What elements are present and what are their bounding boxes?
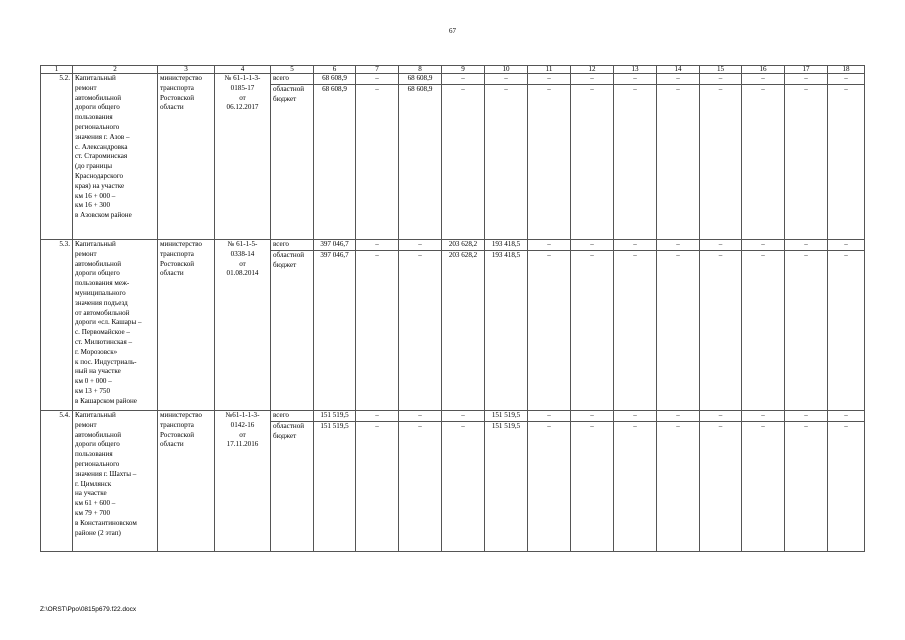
amount-cell: 397 046,7	[314, 251, 356, 411]
amount-cell: 203 628,2	[442, 251, 485, 411]
page-number: 67	[449, 27, 456, 35]
amount-cell: –	[528, 85, 571, 240]
amount-cell: –	[657, 422, 700, 552]
column-number: 15	[700, 66, 742, 74]
amount-cell: –	[571, 422, 614, 552]
amount-cell: –	[700, 240, 742, 251]
funding-source: областной бюджет	[271, 85, 314, 240]
amount-cell: –	[785, 411, 828, 422]
amount-cell: –	[571, 251, 614, 411]
amount-cell: –	[657, 251, 700, 411]
funding-source: всего	[271, 74, 314, 85]
row-number: 5.3.	[41, 240, 73, 411]
amount-cell: –	[785, 240, 828, 251]
amount-cell: –	[571, 240, 614, 251]
amount-cell: –	[657, 411, 700, 422]
amount-cell: –	[485, 74, 528, 85]
amount-cell: –	[657, 74, 700, 85]
amount-cell: 151 519,5	[314, 411, 356, 422]
column-number: 5	[271, 66, 314, 74]
amount-cell: –	[528, 251, 571, 411]
amount-cell: –	[614, 411, 657, 422]
table-row	[41, 411, 865, 422]
amount-cell: 193 418,5	[485, 240, 528, 251]
column-number: 14	[657, 66, 700, 74]
amount-cell: –	[828, 240, 865, 251]
column-number: 1	[41, 66, 73, 74]
amount-cell: –	[700, 422, 742, 552]
table-row	[41, 240, 865, 251]
customer-name: министерство транспорта Ростовской области	[158, 411, 215, 552]
amount-cell: –	[528, 422, 571, 552]
amount-cell: –	[571, 411, 614, 422]
amount-cell: –	[828, 85, 865, 240]
column-number: 9	[442, 66, 485, 74]
column-number: 18	[828, 66, 865, 74]
customer-name: министерство транспорта Ростовской области	[158, 74, 215, 240]
amount-cell: –	[614, 74, 657, 85]
column-number: 11	[528, 66, 571, 74]
amount-cell: 397 046,7	[314, 240, 356, 251]
amount-cell: –	[442, 85, 485, 240]
row-number: 5.4.	[41, 411, 73, 552]
amount-cell: –	[528, 74, 571, 85]
amount-cell: –	[356, 85, 399, 240]
amount-cell: –	[356, 411, 399, 422]
amount-cell: –	[700, 74, 742, 85]
column-number: 2	[73, 66, 158, 74]
amount-cell: –	[614, 251, 657, 411]
column-number: 4	[215, 66, 271, 74]
column-number: 6	[314, 66, 356, 74]
amount-cell: –	[571, 85, 614, 240]
amount-cell: 193 418,5	[485, 251, 528, 411]
amount-cell: –	[742, 422, 785, 552]
amount-cell: –	[785, 422, 828, 552]
amount-cell: –	[785, 251, 828, 411]
column-number-row	[41, 66, 865, 74]
object-name: Капитальный ремонт автомобильной дороги общего пользования меж- муниципального значения подъезд от автомобильной дороги «сл. Кашары – с. Первомайское – ст. Милютинская – г. Морозовск» к пос. Индустриаль- ный на участке км 0 + 000 – км 13 + 750 в Кашарском районе	[73, 240, 158, 411]
amount-cell: –	[528, 240, 571, 251]
amount-cell: –	[614, 240, 657, 251]
amount-cell: –	[742, 240, 785, 251]
column-number: 7	[356, 66, 399, 74]
amount-cell: –	[614, 422, 657, 552]
amount-cell: –	[528, 411, 571, 422]
column-number: 3	[158, 66, 215, 74]
column-number: 13	[614, 66, 657, 74]
amount-cell: –	[399, 240, 442, 251]
amount-cell: –	[442, 74, 485, 85]
customer-name: министерство транспорта Ростовской области	[158, 240, 215, 411]
row-number: 5.2.	[41, 74, 73, 240]
column-number: 8	[399, 66, 442, 74]
amount-cell: 151 519,5	[485, 411, 528, 422]
funding-source: областной бюджет	[271, 422, 314, 552]
amount-cell: –	[742, 411, 785, 422]
amount-cell: 203 628,2	[442, 240, 485, 251]
column-number: 17	[785, 66, 828, 74]
amount-cell: 151 519,5	[485, 422, 528, 552]
column-number: 10	[485, 66, 528, 74]
amount-cell: –	[742, 85, 785, 240]
amount-cell: –	[828, 74, 865, 85]
amount-cell: –	[399, 422, 442, 552]
amount-cell: 68 608,9	[399, 85, 442, 240]
amount-cell: –	[700, 85, 742, 240]
amount-cell: –	[828, 422, 865, 552]
amount-cell: –	[657, 85, 700, 240]
amount-cell: –	[356, 74, 399, 85]
column-number: 12	[571, 66, 614, 74]
amount-cell: –	[571, 74, 614, 85]
amount-cell: –	[356, 240, 399, 251]
amount-cell: –	[657, 240, 700, 251]
column-number: 16	[742, 66, 785, 74]
amount-cell: –	[828, 411, 865, 422]
document-number: № 61-1-1-3- 0185-17 от 06.12.2017	[215, 74, 271, 240]
budget-table	[40, 65, 865, 552]
object-name: Капитальный ремонт автомобильной дороги общего пользования регионального значения г. Азов – с. Александровка ст. Староминская (до границы Краснодарского края) на участке км 16 + 000 – км 16 + 300 в Азовском районе	[73, 74, 158, 240]
document-number: № 61-1-5- 0338-14 от 01.08.2014	[215, 240, 271, 411]
amount-cell: –	[399, 411, 442, 422]
amount-cell: –	[785, 85, 828, 240]
amount-cell: –	[785, 74, 828, 85]
amount-cell: –	[399, 251, 442, 411]
amount-cell: 68 608,9	[399, 74, 442, 85]
funding-source: областной бюджет	[271, 251, 314, 411]
amount-cell: –	[356, 422, 399, 552]
amount-cell: –	[485, 85, 528, 240]
table-row	[41, 74, 865, 85]
amount-cell: –	[742, 74, 785, 85]
amount-cell: 151 519,5	[314, 422, 356, 552]
amount-cell: –	[442, 411, 485, 422]
funding-source: всего	[271, 411, 314, 422]
amount-cell: –	[442, 422, 485, 552]
amount-cell: –	[700, 411, 742, 422]
object-name: Капитальный ремонт автомобильной дороги общего пользования регионального значения г. Шахты – г. Цимлянск на участке км 61 + 600 – км 79 + 700 в Константиновском районе (2 этап)	[73, 411, 158, 552]
document-number: №61-1-1-3- 0142-16 от 17.11.2016	[215, 411, 271, 552]
funding-source: всего	[271, 240, 314, 251]
amount-cell: –	[828, 251, 865, 411]
amount-cell: –	[742, 251, 785, 411]
amount-cell: –	[614, 85, 657, 240]
amount-cell: –	[356, 251, 399, 411]
amount-cell: 68 608,9	[314, 85, 356, 240]
file-path-footer: Z:\ORST\Ppo\0815p679.f22.docx	[40, 606, 137, 613]
amount-cell: 68 608,9	[314, 74, 356, 85]
amount-cell: –	[700, 251, 742, 411]
